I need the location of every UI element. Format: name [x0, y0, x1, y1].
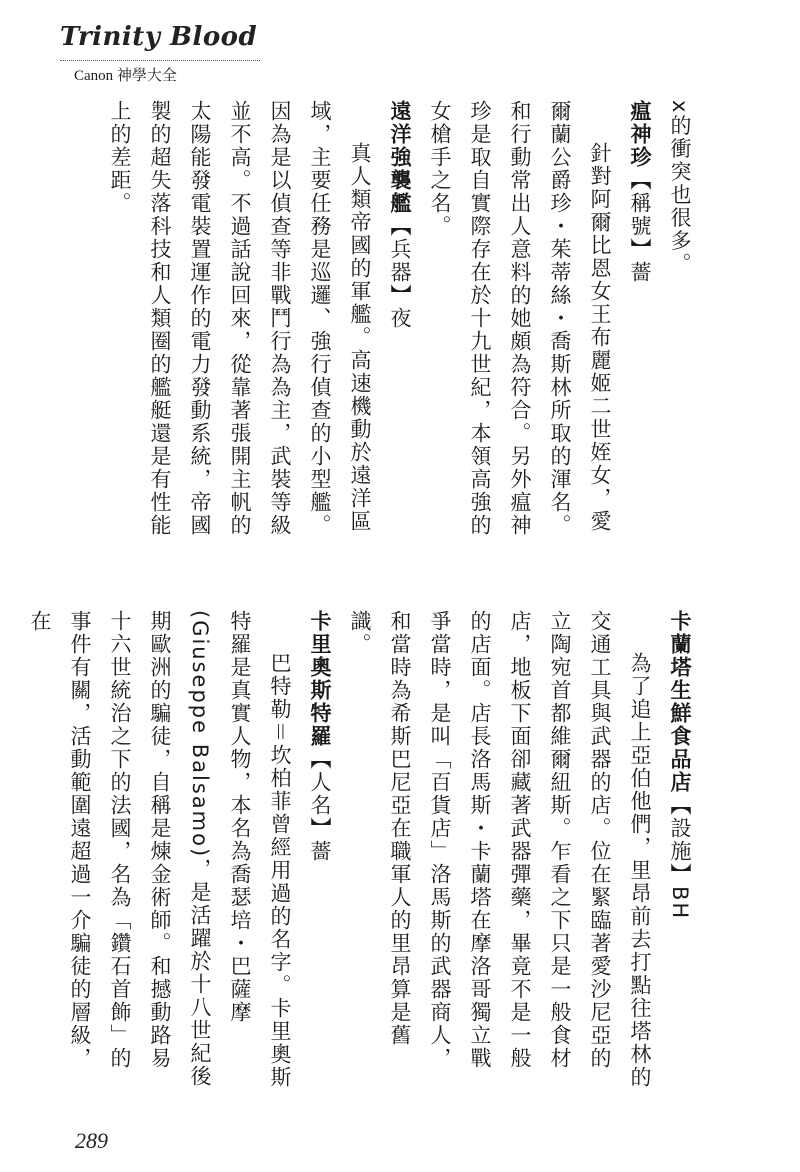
entry-heading-ocean-assault-ship: [380, 100, 420, 550]
page-header: [60, 22, 260, 82]
book-subtitle: Canon 神學大全: [74, 68, 177, 84]
entry-body-ocean-assault-ship: 真人類帝國的軍艦。高速機動於遠洋區域，主要任務是巡邏、強行偵查的小型艦。因為是以偵查等非戰鬥行為為主，武裝等級並不高。不過話說回來，從靠著張開主帆的太陽能發電裝置運作的電力發動系統，帝國製的超失落科技和人類圈的艦艇還是有性能上的差距。: [108, 100, 372, 537]
entry-heading-kalanta-store: [660, 610, 700, 1090]
page-number: 289: [75, 1128, 108, 1153]
header-divider: [60, 60, 260, 61]
entry-title: 卡蘭塔生鮮食品店: [668, 610, 692, 794]
entry-tag: 【稱號】薔: [628, 169, 652, 284]
continuation-line: x的衝突也很多。: [668, 100, 692, 276]
bottom-text-column: [28, 610, 700, 1090]
top-vertical-text: [110, 100, 700, 550]
entry-heading-cagliostro: [300, 610, 340, 1090]
bottom-vertical-text: [28, 610, 700, 1090]
entry-body-cagliostro: 巴特勒＝坎柏菲曾經用過的名字。卡里奧斯特羅是真實人物，本名為喬瑟培・巴薩摩(Giuseppe Balsamo)，是活躍於十八世紀後期歐洲的騙徒，自稱是煉金術師。和撼動路易十六世統治之下的法國，名為「鑽石首飾」的事件有關，活動範圍遠超過一介騙徒的層級，在: [28, 610, 292, 1089]
series-logo: Trinity Blood: [60, 22, 258, 52]
entry-title: 卡里奧斯特羅: [308, 610, 332, 748]
entry-title: 瘟神珍: [628, 100, 652, 169]
entry-tag: 【兵器】夜: [388, 215, 412, 330]
entry-tag: 【設施】BH: [668, 794, 692, 921]
entry-title: 遠洋強襲艦: [388, 100, 412, 215]
top-text-column: [110, 100, 700, 550]
entry-body-plague-jane: 針對阿爾比恩女王布麗姬二世姪女，愛爾蘭公爵珍・茱蒂絲・喬斯林所取的渾名。和行動常出人意料的她頗為符合。另外瘟神珍是取自實際存在於十九世紀，本領高強的女槍手之名。: [428, 100, 612, 537]
entry-heading-plague-jane: [620, 100, 660, 550]
entry-body-kalanta-store: 為了追上亞伯他們，里昂前去打點往塔林的交通工具與武器的店。位在緊臨著愛沙尼亞的立陶宛首都維爾紐斯。乍看之下只是一般食材店，地板下面卻藏著武器彈藥，畢竟不是一般的店面。店長洛馬斯・卡蘭塔在摩洛哥獨立戰爭當時，是叫「百貨店」洛馬斯的武器商人，和當時為希斯巴尼亞在職軍人的里昂算是舊識。: [348, 610, 652, 1089]
entry-tag: 【人名】薔: [308, 748, 332, 863]
